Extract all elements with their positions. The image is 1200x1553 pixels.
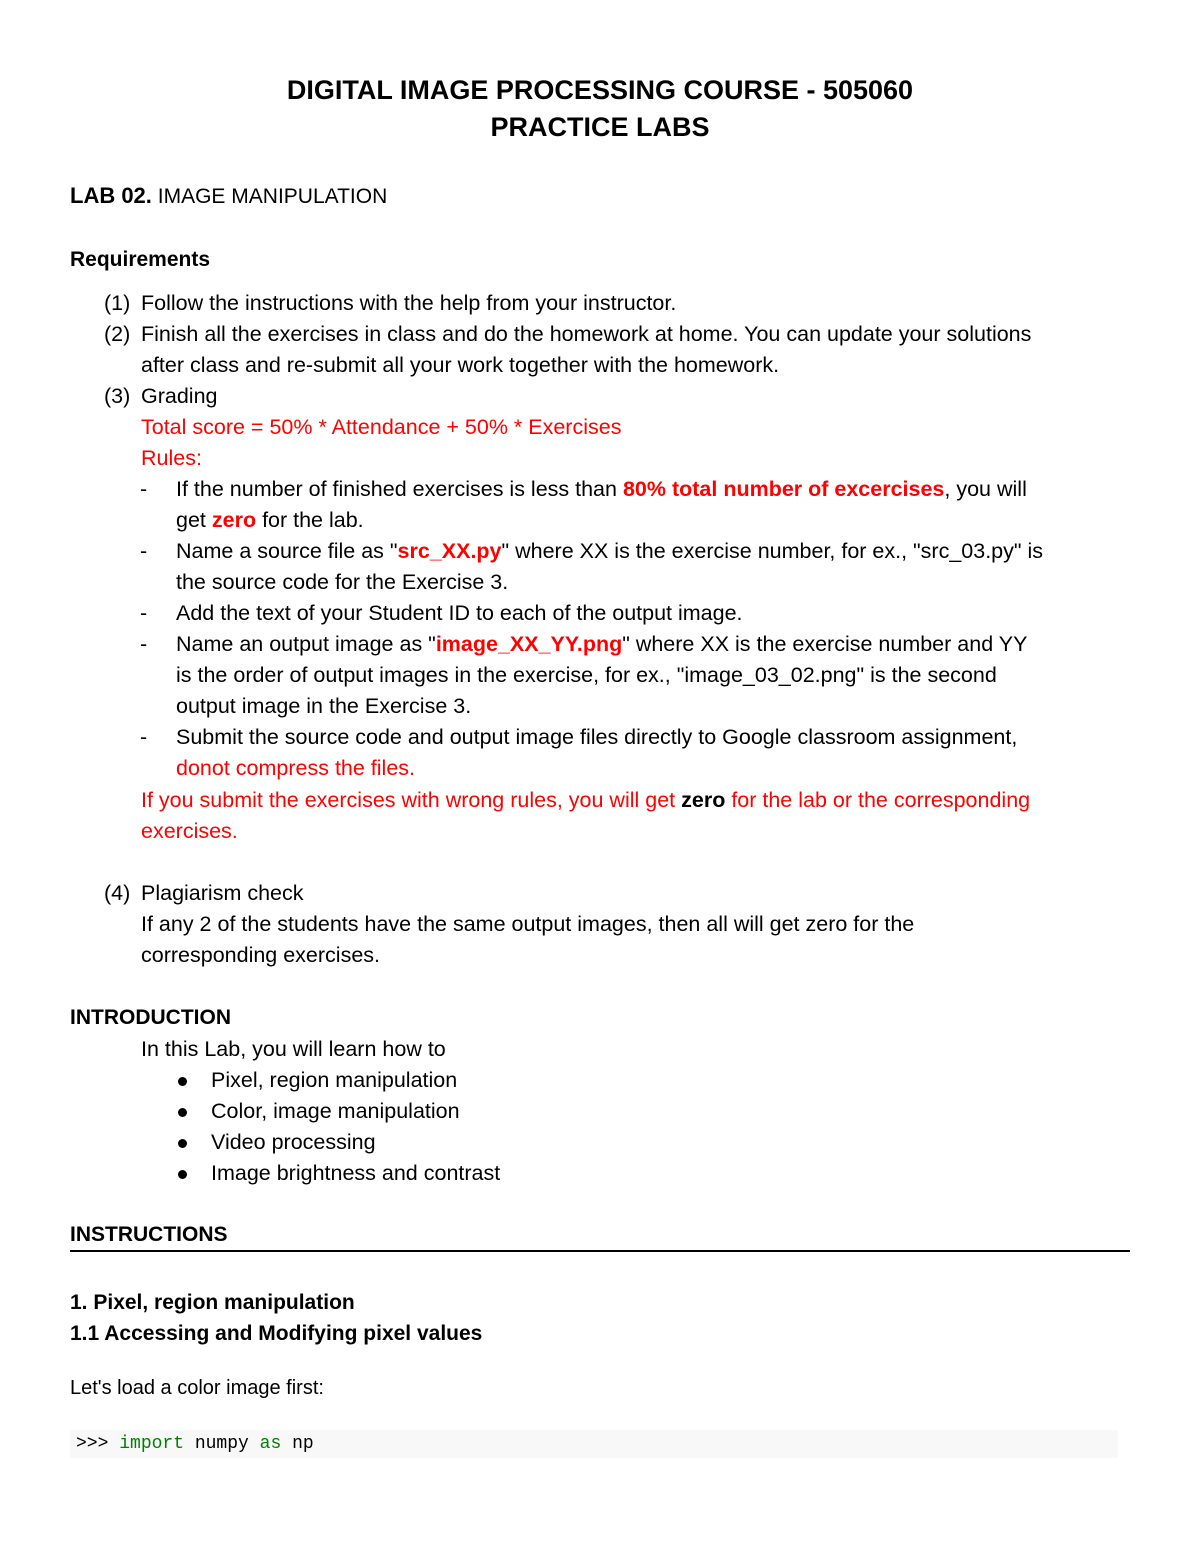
- rule4-line1: [176, 629, 1027, 660]
- rule5-period: .: [409, 756, 416, 780]
- req-item1-num: (1): [104, 291, 131, 315]
- plagiarism-line1: If any 2 of the students have the same output images, then all will get zero for the: [141, 912, 915, 936]
- section-1-heading: 1. Pixel, region manipulation: [70, 1291, 355, 1314]
- rule4-dash: -: [140, 632, 148, 656]
- rule4-text-c: " where XX is the exercise number and YY: [622, 632, 1028, 656]
- lab-label: LAB 02.: [70, 183, 152, 208]
- section-divider: [70, 1250, 1130, 1252]
- rules-label: Rules:: [141, 446, 202, 470]
- rule3-text: Add the text of your Student ID to each of the output image.: [176, 601, 743, 625]
- warning-text-a: If you submit the exercises with wrong rules, you will get: [141, 788, 682, 812]
- rule1-dash: -: [140, 477, 148, 501]
- rule1-text-c: , you will: [944, 477, 1027, 501]
- rule4-filename: image_XX_YY.png: [435, 632, 623, 656]
- rule5-dash: -: [140, 725, 148, 749]
- req-item3-num: (3): [104, 384, 131, 408]
- req-item1-text: Follow the instructions with the help from your instructor.: [141, 291, 677, 315]
- rule1-text-f: for the lab.: [256, 508, 364, 532]
- rule3-dash: -: [140, 601, 148, 625]
- intro-item-2: Color, image manipulation: [211, 1099, 460, 1123]
- total-score-formula: Total score = 50% * Attendance + 50% * Exercises: [141, 415, 622, 439]
- rule5-line1: Submit the source code and output image files directly to Google classroom assignment,: [176, 725, 1018, 749]
- rule4-text-a: Name an output image as ": [176, 632, 436, 656]
- section-1-1-heading: 1.1 Accessing and Modifying pixel values: [70, 1322, 483, 1345]
- rule4-line2: is the order of output images in the exercise, for ex., "image_03_02.png" is the second: [176, 663, 997, 687]
- rule1-text-a: If the number of finished exercises is less than: [176, 477, 623, 501]
- course-title: DIGITAL IMAGE PROCESSING COURSE - 505060: [286, 75, 914, 105]
- bullet-icon: [178, 1108, 187, 1117]
- rule1-text-d: get: [176, 508, 212, 532]
- rule2-text-a: Name a source file as ": [176, 539, 398, 563]
- intro-item-4: Image brightness and contrast: [211, 1161, 501, 1185]
- rule1-line2: [176, 505, 364, 536]
- rule1-zero: zero: [211, 508, 257, 532]
- introduction-lead: In this Lab, you will learn how to: [141, 1037, 446, 1061]
- bullet-icon: [178, 1077, 187, 1086]
- instructions-lead: Let's load a color image first:: [70, 1377, 324, 1399]
- instructions-heading: INSTRUCTIONS: [70, 1223, 228, 1246]
- rule5-line2: [176, 753, 415, 784]
- code-alias: np: [281, 1434, 314, 1454]
- code-keyword-as: as: [259, 1434, 282, 1454]
- code-prompt: >>>: [76, 1434, 120, 1454]
- lab-heading: [70, 180, 387, 213]
- code-block: [70, 1430, 1118, 1458]
- lab-name: IMAGE MANIPULATION: [157, 185, 388, 208]
- intro-item-3: Video processing: [211, 1130, 376, 1154]
- req-item2-line2: after class and re-submit all your work together with the homework.: [141, 353, 780, 377]
- course-subtitle: PRACTICE LABS: [490, 112, 710, 142]
- warning-text-c: for the lab or the corresponding: [725, 788, 1031, 812]
- rule1-line1: [176, 474, 1027, 505]
- req-item2-line1: Finish all the exercises in class and do the homework at home. You can update your solutions: [141, 322, 1032, 346]
- req-item3-text: Grading: [141, 384, 218, 408]
- rule2-line1: [176, 536, 1043, 567]
- requirements-heading: Requirements: [70, 248, 211, 271]
- code-module: numpy: [184, 1434, 260, 1454]
- code-keyword-import: import: [119, 1434, 185, 1454]
- rule4-line3: output image in the Exercise 3.: [176, 694, 472, 718]
- rule2-text-c: " where XX is the exercise number, for ex., "src_03.py" is: [501, 539, 1044, 563]
- rule1-highlight: 80% total number of excercises: [622, 477, 945, 501]
- bullet-icon: [178, 1170, 187, 1179]
- rule2-line2: the source code for the Exercise 3.: [176, 570, 509, 594]
- warning-line2: exercises.: [141, 819, 238, 843]
- bullet-icon: [178, 1139, 187, 1148]
- plagiarism-line2: corresponding exercises.: [141, 943, 381, 967]
- req-item4-num: (4): [104, 881, 131, 905]
- req-item2-num: (2): [104, 322, 131, 346]
- warning-zero: zero: [681, 788, 726, 812]
- introduction-heading: INTRODUCTION: [70, 1006, 231, 1029]
- req-item4-text: Plagiarism check: [141, 881, 304, 905]
- rule5-no-compress: donot compress the files: [176, 756, 410, 780]
- rule2-dash: -: [140, 539, 148, 563]
- intro-item-1: Pixel, region manipulation: [211, 1068, 458, 1092]
- rule2-filename: src_XX.py: [397, 539, 502, 563]
- warning-line1: [141, 785, 1030, 816]
